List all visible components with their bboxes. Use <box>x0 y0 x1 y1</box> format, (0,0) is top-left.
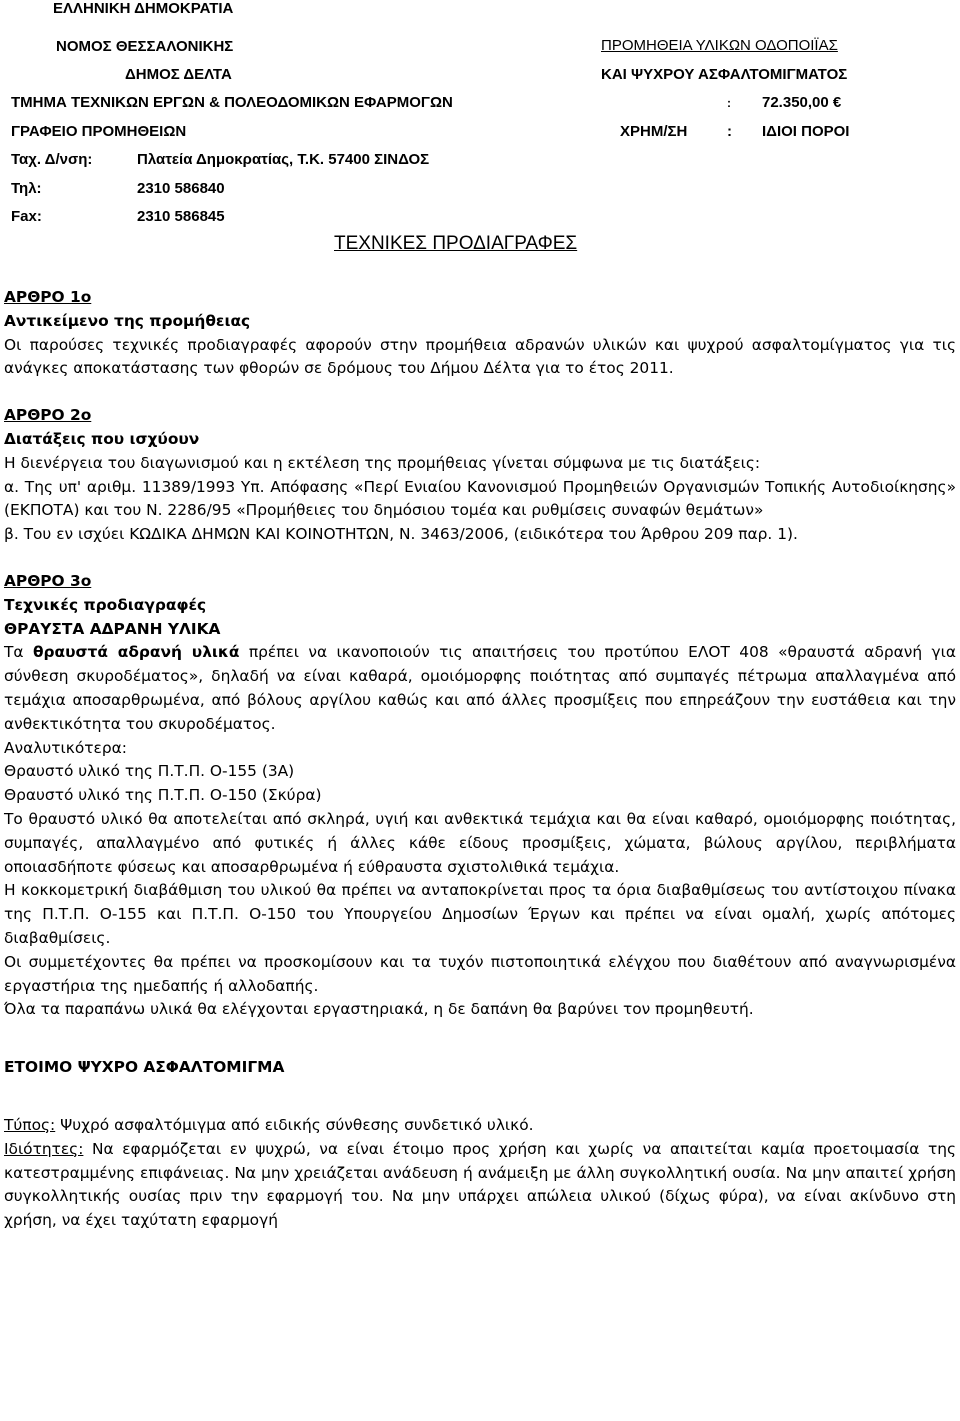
material-skyra: Θραυστό υλικό της Π.Τ.Π. Ο-150 (Σκύρα) <box>4 786 322 805</box>
aggregates-paragraph <box>4 641 956 736</box>
type-paragraph <box>4 1114 956 1138</box>
article1-text: Οι παρούσες τεχνικές προδιαγραφές αφορούν στην προμήθεια αδρανών υλικών και ψυχρού ασφαλτομίγματος για τις ανάγκες αποκατάστασης των φθορών σε δρόμους του Δήμου Δέλτα για το έτος 2011. <box>4 335 956 378</box>
properties-text: Να εφαρμόζεται εν ψυχρώ, να είναι έτοιμο προς χρήση και χωρίς να απαιτείται καμία προετοιμασία της κατεστραμμένης επιφάνειας. Να μην χρειάζεται ανάδευση ή ανάμειξη με άλλη συγκολλητική ουσία. Να μην απαιτεί χρήση συγκολλητικής ουσίας πριν την εφαρμογή του. Να μην υπάρχει απώλεια υλικού (δίχως φύρα), να είναι ακίνδυνο στη χρήση, να έχει ταχύτατη εφαρμογή <box>4 1139 956 1230</box>
address-value: Πλατεία Δημοκρατίας, Τ.Κ. 57400 ΣΙΝΔΟΣ <box>137 151 430 168</box>
article2-intro: Η διενέργεια του διαγωνισμού και η εκτέλεση της προμήθειας γίνεται σύμφωνα με τις διατάξεις: <box>4 453 761 472</box>
properties-label: Ιδιότητες: <box>4 1139 84 1158</box>
document-body <box>4 286 956 1233</box>
spacer <box>4 547 956 570</box>
document-title: ΤΕΧΝΙΚΕΣ ΠΡΟΔΙΑΓΡΑΦΕΣ <box>334 233 578 254</box>
funding-separator: : <box>727 123 732 140</box>
fax-label: Fax: <box>11 208 42 225</box>
republic-title: ΕΛΛΗΝΙΚΗ ΔΗΜΟΚΡΑΤΙΑ <box>53 0 234 17</box>
project-title-line1: ΠΡΟΜΗΘΕΙΑ ΥΛΙΚΩΝ ΟΔΟΠΟΙΪΑΣ <box>601 37 838 54</box>
phone-value: 2310 586840 <box>137 180 225 197</box>
article2-item-a: α. Της υπ' αριθμ. 11389/1993 Υπ. Απόφασης «Περί Ενιαίου Κανονισμού Προμηθειών Οργανισμών Τοπικής Αυτοδιοίκησης» (ΕΚΠΟΤΑ) και του Ν. 2286/95 «Προμήθειες του δημόσιου τομέα και ρυθμίσεις συναφών θεμάτων» <box>4 477 956 520</box>
budget-separator: : <box>727 96 731 110</box>
material-quality-text: Το θραυστό υλικό θα αποτελείται από σκληρά, υγιή και ανθεκτικά τεμάχια και θα είναι καθαρό, ομοιόμορφης ποιότητας, συμπαγές, απαλλαγμένο από φυτικές ή άλλες κάθε είδους προσμίξεις, χώματα, βώλους αργίλου, περιβλήματα οποιασδήποτε φύσεως και αποσαρθρωμένα ή εύθραυστα σχιστολιθικά τεμάχια. <box>4 809 956 876</box>
address-label: Ταχ. Δ/νση: <box>11 151 93 168</box>
article3-heading: Τεχνικές προδιαγραφές <box>4 595 207 614</box>
article2-item-b: β. Του εν ισχύει ΚΩΔΙΚΑ ΔΗΜΩΝ ΚΑΙ ΚΟΙΝΟΤΗΤΩΝ, Ν. 3463/2006, (ειδικότερα του Άρθρου 209 παρ. 1). <box>4 525 798 544</box>
fax-value: 2310 586845 <box>137 208 225 225</box>
type-text: Ψυχρό ασφαλτόμιγμα από ειδικής σύνθεσης συνδετικό υλικό. <box>55 1115 534 1134</box>
prefecture-name: ΝΟΜΟΣ ΘΕΣΣΑΛΟΝΙΚΗΣ <box>56 38 234 55</box>
cold-asphalt-heading: ΕΤΟΙΜΟ ΨΥΧΡΟ ΑΣΦΑΛΤΟΜΙΓΜΑ <box>4 1058 285 1077</box>
lab-test-text: Όλα τα παραπάνω υλικά θα ελέγχονται εργαστηριακά, η δε δαπάνη θα βαρύνει τον προμηθευτή. <box>4 1000 754 1019</box>
certificates-text: Οι συμμετέχοντες θα πρέπει να προσκομίσουν και τα τυχόν πιστοποιητικά ελέγχου που διαθέτουν από αναγνωρισμένα εργαστήρια της ημεδαπής ή αλλοδαπής. <box>4 952 956 995</box>
spacer <box>4 381 956 404</box>
funding-value: ΙΔΙΟΙ ΠΟΡΟΙ <box>762 123 850 140</box>
department-name: ΤΜΗΜΑ ΤΕΧΝΙΚΩΝ ΕΡΓΩΝ & ΠΟΛΕΟΔΟΜΙΚΩΝ ΕΦΑΡΜΟΓΩΝ <box>11 94 453 111</box>
spacer <box>4 1080 956 1114</box>
office-name: ΓΡΑΦΕΙΟ ΠΡΟΜΗΘΕΙΩΝ <box>11 123 187 140</box>
grading-text: Η κοκκομετρική διαβάθμιση του υλικού θα πρέπει να ανταποκρίνεται προς τα όρια διαβαθμίσεως του αντίστοιχου πίνακα της Π.Τ.Π. Ο-155 και Π.Τ.Π. Ο-150 του Υπουργείου Δημοσίων Έργων και πρέπει να είναι ομαλή, χωρίς απότομες διαβαθμίσεις. <box>4 881 956 947</box>
spacer <box>4 1022 956 1056</box>
aggregates-text-bold: θραυστά αδρανή υλικά <box>32 643 240 662</box>
municipality-name: ΔΗΜΟΣ ΔΕΛΤΑ <box>125 66 232 83</box>
project-title-line2: ΚΑΙ ΨΥΧΡΟΥ ΑΣΦΑΛΤΟΜΙΓΜΑΤΟΣ <box>601 66 848 83</box>
article1-number: ΑΡΘΡΟ 1ο <box>4 288 92 306</box>
material-3a: Θραυστό υλικό της Π.Τ.Π. Ο-155 (3Α) <box>4 762 295 781</box>
funding-label: ΧΡΗΜ/ΣΗ <box>620 123 688 140</box>
type-label: Τύπος: <box>4 1115 56 1134</box>
article2-heading: Διατάξεις που ισχύουν <box>4 429 200 448</box>
aggregates-text-pre: Τα <box>4 643 33 662</box>
article3-number: ΑΡΘΡΟ 3ο <box>4 571 92 590</box>
article1-heading: Αντικείμενο της προμήθειας <box>4 311 251 330</box>
aggregates-text-post: πρέπει να ικανοποιούν τις απαιτήσεις του προτύπου ΕΛΟΤ 408 «θραυστά αδρανή για σύνθεση σκυροδέματος», δηλαδή να είναι καθαρά, ομοιόμορφης ποιότητας από συμπαγές πέτρωμα απαλλαγμένα από τεμάχια αποσαρθρωμένα, από βόλους αργίλου καθώς και από άλλες προσμίξεις που επηρεάζουν την ευστάθεια και την ανθεκτικότητα του σκυροδέματος. <box>4 643 956 733</box>
budget-value: 72.350,00 € <box>762 94 842 111</box>
aggregates-subheading: ΘΡΑΥΣΤΑ ΑΔΡΑΝΗ ΥΛΙΚΑ <box>4 619 221 638</box>
detail-intro: Αναλυτικότερα: <box>4 738 127 757</box>
phone-label: Τηλ: <box>11 180 42 197</box>
properties-paragraph <box>4 1138 956 1233</box>
article2-number: ΑΡΘΡΟ 2ο <box>4 406 92 425</box>
